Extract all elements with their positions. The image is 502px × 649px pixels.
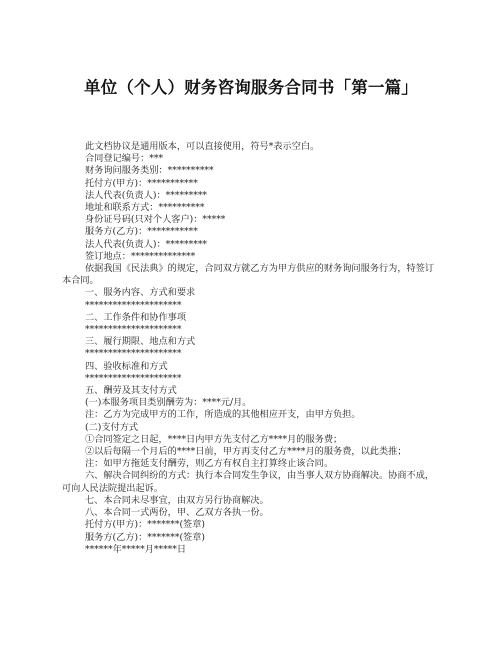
document-body <box>62 141 440 556</box>
section-heading-3: 三、履行期限、地点和方式 <box>85 336 196 348</box>
body-line-payment-method: (二)支付方式 <box>85 421 139 433</box>
body-line-fee: (一)本服务项目类别酬劳为：****元/月。 <box>85 397 252 409</box>
document-title: 单位（个人）财务咨询服务合同书「第一篇」 <box>84 78 418 97</box>
signature-party-b: 服务方(乙方)：*******(签章) <box>85 531 205 543</box>
section-placeholder-2: ********************* <box>85 324 182 336</box>
signature-party-a: 托付方(甲方)：*******(签章) <box>85 519 205 531</box>
section-heading-7: 七、本合同未尽事宜，由双方另行协商解决。 <box>85 494 269 506</box>
section-heading-6: 六、解决合同纠纷的方式：执行本合同发生争议，由当事人双方协商解决。协商不成，可向人民法院提出起诉。 <box>62 470 435 494</box>
body-line-contract-number: 合同登记编号：*** <box>85 153 164 165</box>
body-line-payment-1: ①合同签定之日起，****日内甲方先支付乙方****月的服务费； <box>85 433 343 445</box>
section-placeholder-3: ********************* <box>85 348 182 360</box>
body-line-fee-note: 注：乙方为完成甲方的工作，所造成的其他相应开支，由甲方负担。 <box>85 409 361 421</box>
body-line-address-contact: 地址和联系方式：********** <box>85 202 205 214</box>
section-heading-8: 八、本合同一式两份，甲、乙双方各执一份。 <box>85 507 269 519</box>
section-placeholder-4: ********************* <box>85 372 182 384</box>
body-line-party-b: 服务方(乙方)：*********** <box>85 226 198 238</box>
body-line-legal-basis: 依据我国《民法典》的规定，合同双方就乙方为甲方供应的财务询问服务行为，特签订本合同。 <box>62 263 435 287</box>
body-line-party-a: 托付方(甲方)：*********** <box>85 177 198 189</box>
body-line-service-category: 财务询问服务类别：********** <box>85 165 214 177</box>
body-line-signing-place: 签订地点：************** <box>85 250 196 262</box>
signature-date: ******年*****月*****日 <box>85 543 187 555</box>
body-line-payment-note: 注：如甲方拖延支付酬劳，则乙方有权自主打算终止该合同。 <box>85 458 334 470</box>
section-heading-4: 四、验收标准和方式 <box>85 360 168 372</box>
section-heading-1: 一、服务内容、方式和要求 <box>85 287 196 299</box>
section-placeholder-1: ********************* <box>85 299 182 311</box>
body-line-party-a-representative: 法人代表(负责人)：********* <box>85 189 208 201</box>
section-heading-2: 二、工作条件和协作事项 <box>85 311 187 323</box>
body-line-intro: 此文档协议是通用版本，可以直接使用，符号*表示空白。 <box>85 141 320 152</box>
section-heading-5: 五、酬劳及其支付方式 <box>85 385 177 397</box>
body-line-id-number: 身份证号码(只对个人客户)：***** <box>85 214 226 226</box>
body-line-payment-2: ②以后每隔一个月后的****日前，甲方再支付乙方****月的服务费，以此类推； <box>85 446 407 458</box>
body-line-party-b-representative: 法人代表(负责人)：********* <box>85 238 208 250</box>
